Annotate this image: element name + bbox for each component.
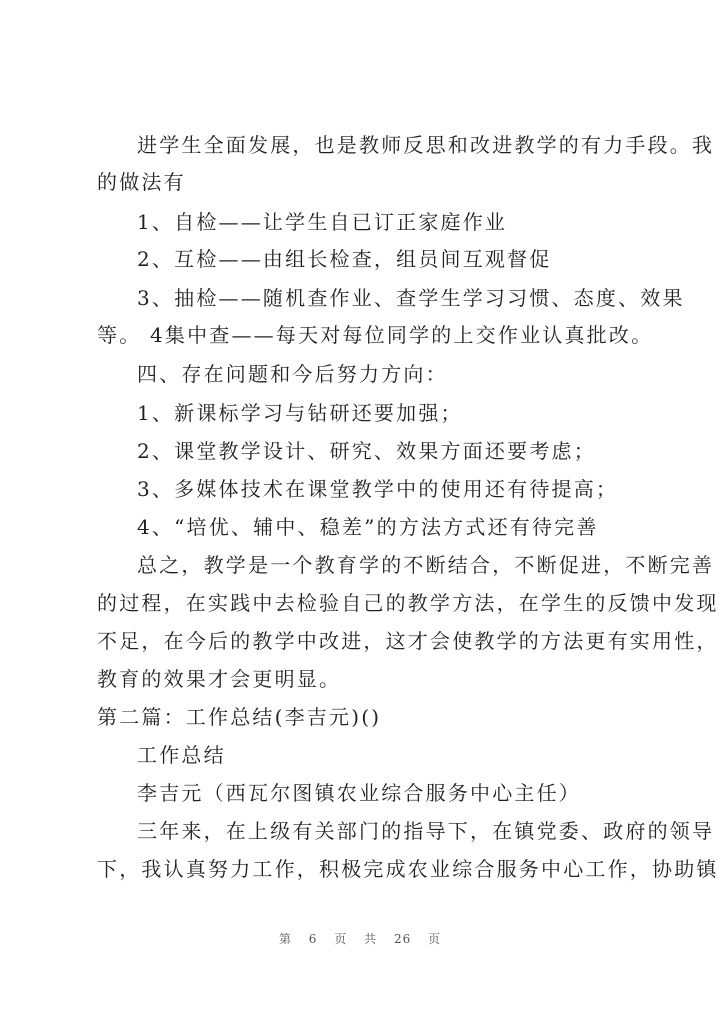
total-page-number: 26 xyxy=(393,932,412,946)
body-line: 教育的效果才会更明显。 xyxy=(97,667,342,691)
body-line: 等。 4集中查——每天对每位同学的上交作业认真批改。 xyxy=(97,323,654,347)
list-item: 3、抽检——随机查作业、查学生学习习惯、态度、效果 xyxy=(137,286,685,310)
doc-title: 工作总结 xyxy=(137,743,226,767)
total-unit: 页 xyxy=(428,932,442,946)
section-heading: 四、存在问题和今后努力方向： xyxy=(137,362,448,386)
body-line: 下，我认真努力工作，积极完成农业综合服务中心工作，协助镇 xyxy=(97,857,719,881)
page-label: 第 xyxy=(278,932,292,946)
author-line: 李吉元（西瓦尔图镇农业综合服务中心主任） xyxy=(137,781,581,805)
page-footer xyxy=(0,930,720,947)
body-line: 的做法有 xyxy=(97,170,186,194)
list-item: 2、课堂教学设计、研究、效果方面还要考虑； xyxy=(137,439,596,463)
page-unit: 页 xyxy=(334,932,348,946)
total-label: 共 xyxy=(364,932,378,946)
chapter-heading: 第二篇：工作总结(李吉元)() xyxy=(97,705,382,729)
list-item: 2、互检——由组长检查，组员间互观督促 xyxy=(137,247,552,271)
list-item: 4、“培优、辅中、稳差”的方法方式还有待完善 xyxy=(137,515,599,539)
list-item: 1、新课标学习与钻研还要加强； xyxy=(137,401,463,425)
list-item: 3、多媒体技术在课堂教学中的使用还有待提高； xyxy=(137,477,619,501)
body-line: 的过程，在实践中去检验自己的教学方法，在学生的反馈中发现 xyxy=(97,591,719,615)
body-line: 总之，教学是一个教育学的不断结合，不断促进，不断完善 xyxy=(137,553,715,577)
current-page-number: 6 xyxy=(308,932,318,946)
body-line: 三年来，在上级有关部门的指导下，在镇党委、政府的领导 xyxy=(137,819,715,843)
body-line: 不足，在今后的教学中改进，这才会使教学的方法更有实用性， xyxy=(97,629,719,653)
list-item: 1、自检——让学生自已订正家庭作业 xyxy=(137,210,508,234)
body-line: 进学生全面发展，也是教师反思和改进教学的有力手段。我 xyxy=(137,133,715,157)
